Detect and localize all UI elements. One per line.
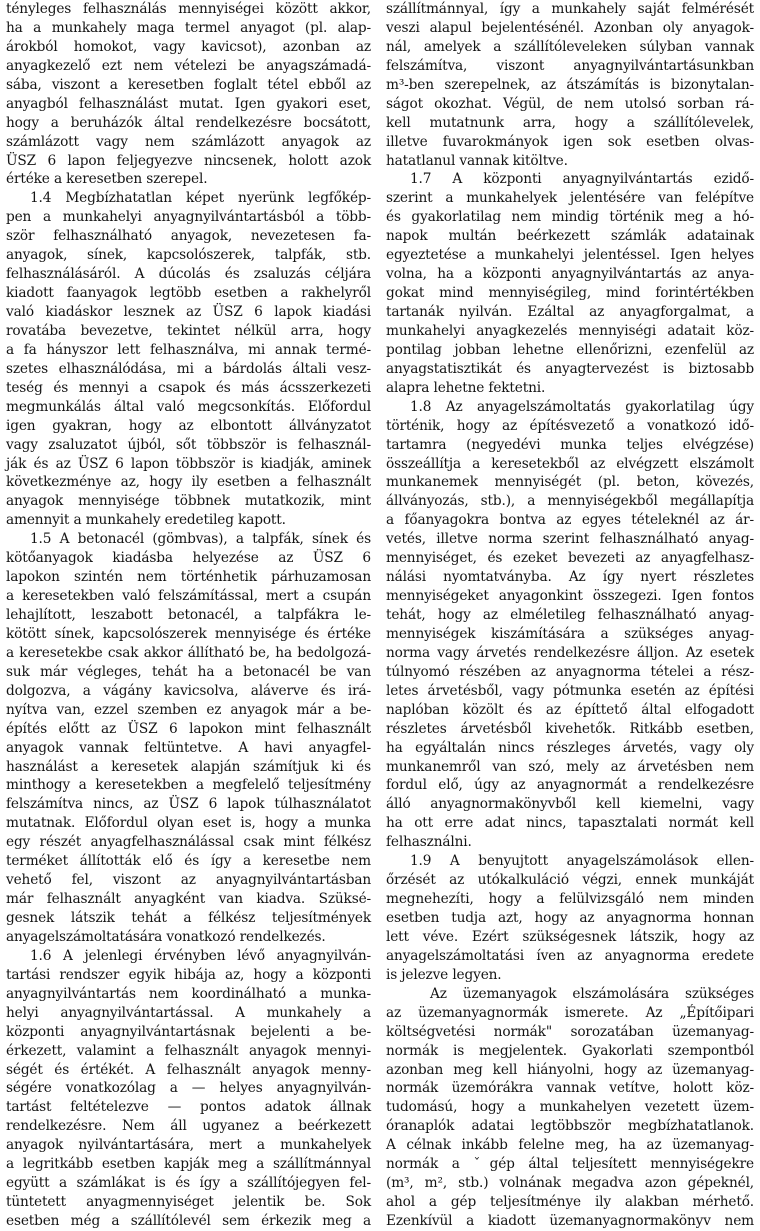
text-line: anyagstatisztikát és anyagtervezést is biztosabb [386, 360, 754, 377]
text-line: anyagok vannak feltüntetve. A havi anyagfel- [6, 739, 371, 756]
right-column [386, 0, 754, 1231]
text-line: értéke a keresetben szerepel. [6, 171, 208, 188]
text-line: mutatnak. Előfordul olyan eset is, hogy a munka [6, 815, 371, 832]
text-line: (m³, m², stb.) volnának megadva azon gépeknél, [386, 1175, 754, 1192]
text-line: a főanyagokra bontva az egyes tételeknél az ár- [386, 512, 754, 529]
text-line: munkanemek mennyiségét (pl. beton, kövezés, [386, 474, 754, 491]
text-line: megmunkálás által való megcsonkítás. Előfordul [6, 398, 371, 415]
text-line: való kiadáskor lesznek az ÜSZ 6 lapok kiadási [6, 304, 371, 320]
text-line: ször felhasználható anyagok, nevezetesen fa- [6, 228, 371, 245]
text-line: veszi alapul bejelentésénél. Azonban oly anyagok- [386, 19, 754, 36]
text-line: volna, ha a központi anyagnyilvántartás az anya- [386, 266, 754, 283]
text-line: 1.5 A betonacél (gömbvas), a talpfák, sínek és [30, 531, 371, 548]
text-line: vagy zsaluzatot újból, sőt többször is felhasznál- [6, 436, 371, 453]
text-line: dolgozva, a vágány kavicsolva, aláverve és irá- [6, 682, 371, 699]
text-line: nálási nyomtatványba. Az így nyert részletes [386, 569, 754, 586]
text-line: árokból homokot, vagy kavicsot), azonban az [6, 38, 371, 55]
text-line: amennyit a munkahely eredetileg kapott. [6, 512, 286, 529]
text-line: ha a munkahely maga termel anyagot (pl. alap- [6, 19, 371, 36]
text-line: ségére vonatkozólag a — helyes anyagnyilván- [6, 1080, 371, 1097]
text-line: mennyiségek kiszámítására a szükséges anyag- [386, 625, 754, 642]
text-line: napok multán beérkezett számlák adatainak [386, 228, 754, 245]
text-line: a keresetekben való felszámítással, mert a csupán [6, 588, 371, 605]
text-line: mennyiséget, és ezeket bevezeti az anyagfelhasz- [386, 550, 754, 567]
text-line: normák a ˇgép által teljesített mennyiségekre [386, 1156, 754, 1173]
text-line: tartanák nyilván. Ezáltal az anyagforgalmat, a [386, 304, 754, 320]
text-line: is jelezve legyen. [386, 966, 502, 983]
text-line: m³-ben szerepelnek, az átszámítás is bizonytalan- [386, 76, 754, 93]
text-line: és gyakorlatilag nem mindig történik meg a hó- [386, 209, 754, 226]
text-line: kell mutatnunk arra, hogy a szállítólevelek, [386, 114, 754, 131]
text-line: pen a munkahelyi anyagnyilvántartásból a több- [6, 209, 371, 226]
text-line: rendelkezésre. Nem áll ugyanez a beérkezett [6, 1118, 371, 1135]
text-line: egyeztetése a munkahelyi jelentéssel. Igen helyes [386, 247, 754, 264]
text-line: nál, amelyek a szállítóleveleken súlyban vannak [386, 38, 754, 55]
text-line: letes árvetésből, vagy pótmunka esetén az építési [386, 682, 754, 699]
text-line: álló anyagnormakönyvből kell kiemelni, vagy [386, 796, 754, 813]
text-line: használást a keresetek alapján számítjuk ki és [6, 758, 371, 775]
text-line: anyagelszámoltatási íven az anyagnorma eredete [386, 947, 754, 964]
text-line: anyagelszámoltatására vonatkozó rendelkezés. [6, 928, 326, 945]
text-line: helyi anyagnyilvántartással. A munkahely a [6, 1004, 371, 1021]
text-line: nyítva van, ezzel szemben ez anyagok már a be- [6, 701, 371, 718]
text-line: gesnek látszik tehát a félkész teljesítmények [6, 910, 371, 926]
text-line: lehajlított, leszabott betonacél, a talpfákra le- [6, 607, 371, 623]
text-line: esetben még a szállítólevél sem érkezik meg a [6, 1213, 371, 1229]
text-line: lett véve. Ezért szükségesnek látszik, hogy az [386, 928, 754, 945]
text-line: kiadott faanyagok legtöbb esetben a rakhelyről [6, 285, 371, 302]
text-line: ha egyáltalán nincs részleges árvetés, vagy oly [386, 739, 754, 756]
text-line: következménye az, hogy ily esetben a felhasznált [6, 474, 371, 491]
text-line: ják és az ÜSZ 6 lapon többször is kiadják, aminek [6, 455, 371, 472]
text-line: ságot okozhat. Végül, de nem utolsó sorban rá- [386, 95, 754, 112]
text-line: anyagok nyilvántartására, mert a munkahelyek [6, 1137, 371, 1154]
text-line: lapokon szintén nem történhetik párhuzamosan [6, 569, 371, 586]
text-line: már felhasznált anyagként van kiadva. Szüksé- [6, 891, 371, 908]
text-line: felszámítva, viszont anyagnyilvántartásunkban [386, 57, 754, 74]
text-line: 1.9 A benyujtott anyagelszámolások ellen- [410, 853, 754, 870]
text-line: Ezenkívül a kiadott üzemanyagnormakönyv nem [386, 1213, 754, 1229]
text-line: vetés, illetve norma szerint felhasználható anyag- [386, 531, 754, 548]
text-line: tényleges felhasználás mennyiségei között akkor, [6, 1, 371, 17]
text-line: teség és mennyi a csapok és más ácsszerkezeti [6, 379, 371, 396]
text-line: számlázott vagy nem számlázott anyagok az [6, 133, 371, 150]
text-line: anyagkezelő ezt nem vételezi be anyagszámadá- [6, 57, 371, 74]
text-line: tartást feltételezve — pontos adatok állnak [6, 1099, 371, 1116]
text-line: A célnak inkább felelne meg, ha az üzemanyag- [386, 1137, 754, 1154]
text-line: anyagnyilvántartás nem koordinálható a munka- [6, 985, 371, 1002]
text-line: kötött sínek, kapcsolószerek mennyisége és értéke [6, 625, 371, 642]
text-line: esetben tudja azt, hogy az anyagnorma honnan [386, 910, 754, 926]
left-column [6, 0, 371, 1231]
text-line: felhasználni. [386, 834, 472, 851]
text-line: fordul elő, úgy az anyagnormát a rendelkezésre [386, 777, 754, 794]
text-line: tehát, hogy az elméletileg felhasználható anyag- [386, 607, 754, 623]
text-line: anyagból felhasználást mutat. Igen gyakori eset, [6, 95, 371, 112]
text-line: vehető fel, viszont az anyagnyilvántartásban [6, 872, 371, 889]
text-line: naplóban közölt és az építtető által elfogadott [386, 701, 754, 718]
text-line: kötőanyagok kiadásba helyezése az ÜSZ 6 [6, 550, 371, 567]
text-line: 1.6 A jelenlegi érvényben lévő anyagnyilván- [30, 947, 371, 964]
text-line: normák is megjelentek. Gyakorlati szempontból [386, 1042, 754, 1059]
text-line: ha ott erre adat nincs, tapasztalati normát kell [386, 815, 754, 832]
text-line: építés előtt az ÜSZ 6 lapokon mint felhasznált [6, 720, 371, 737]
text-line: anyagok mennyisége többnek mutatkozik, mint [6, 493, 371, 510]
text-line: 1.4 Megbízhatatlan képet nyerünk legfőkép- [30, 190, 371, 207]
text-line: terméket állították elő és így a keresetbe nem [6, 853, 371, 870]
text-line: együtt a számlákat is és így a szállítójegyen fel- [6, 1175, 371, 1192]
text-line: az üzemanyagnormák ismerete. Az „Építőipari [386, 1004, 754, 1021]
text-line: munkanemről van szó, mely az árvetésben nem [386, 758, 754, 775]
text-line: szerint a munkahelyek jelentésére van felépítve [386, 190, 754, 207]
text-line: mennyiségeket anyagonkint összegezi. Igen fontos [386, 588, 754, 605]
text-line: munkahelyi anyagkezelés mennyiségi adatait köz- [386, 322, 754, 339]
text-line: suk már végleges, tehát ha a betonacél be van [6, 663, 371, 680]
text-line: tartási rendszer egyik hibája az, hogy a központi [6, 966, 371, 983]
text-line: őrzését az utókalkuláció végzi, ennek munkáját [386, 872, 754, 889]
text-line: pontilag jobban lehetne ellenőrizni, ezenfelül az [386, 341, 754, 358]
text-line: tüntetett anyagmennyiséget jelentik be. Sok [6, 1194, 371, 1211]
text-line: minthogy a keresetekben a megfelelő teljesítmény [6, 777, 371, 794]
text-line: normák üzemórákra vannak vetítve, holott köz- [386, 1080, 754, 1097]
text-line: megnehezíti, hogy a felülvizsgáló nem minden [386, 891, 754, 908]
text-line: sába, viszont a keresetben foglalt tétel ebből az [6, 76, 371, 93]
text-line: azonban meg kell hiányolni, hogy az üzemanyag- [386, 1061, 754, 1078]
text-line: érkezett, valamint a felhasznált anyagok mennyi- [6, 1042, 371, 1059]
text-line: központi anyagnyilvántartásnak bejelenti a be- [6, 1023, 371, 1040]
text-line: 1.8 Az anyagelszámoltatás gyakorlatilag úgy [410, 398, 754, 415]
text-line: tudomású, hogy a munkahelyen vezetett üzem- [386, 1099, 754, 1116]
text-line: összeállítja a keresetekből az elvégzett elszámolt [386, 455, 754, 472]
text-line: gokat mind mennyiségileg, mind forintértékben [386, 285, 754, 302]
text-line: igen gyakran, hogy az elbontott állványzatot [6, 417, 371, 434]
text-line: norma vagy árvetés rendelkezésre álljon. Az esetek [386, 644, 754, 661]
text-line: szetes elhasználódása, mi a bárdolás általi vesz- [6, 360, 371, 377]
text-line: a fa hányszor lett felhasználva, mi annak termé- [6, 341, 371, 358]
text-line: részletes árvetésből kivehetők. Ritkább esetben, [386, 720, 754, 737]
text-line: tartamra (negyedévi munka teljes elvégzése) [386, 436, 754, 453]
text-line: egy részét anyagfelhasználással csak mint félkész [6, 834, 371, 851]
text-line: történik, hogy az építésvezető a vonatkozó idő- [386, 417, 754, 434]
text-line: óranaplók adatai legtöbbször megbízhatatlanok. [386, 1118, 754, 1135]
text-line: állványozás, stb.), a mennyiségekből megállapítja [386, 493, 754, 510]
text-line: illetve fuvarokmányok igen sok esetben olvas- [386, 133, 754, 150]
text-line: 1.7 A központi anyagnyilvántartás ezidő- [410, 171, 754, 188]
text-line: a keresetekbe csak akkor állítható be, ha bedolgozá- [6, 644, 371, 661]
text-line: ÜSZ 6 lapon feljegyezve nincsenek, holott azok [6, 152, 371, 169]
text-line: felszámítva nincs, az ÜSZ 6 lapok túlhasználatot [6, 796, 371, 813]
text-line: anyagok, sínek, kapcsolószerek, talpfák, stb. [6, 247, 371, 264]
text-line: ségét és értékét. A felhasznált anyagok menny- [6, 1061, 371, 1078]
text-line: szállítmánnyal, így a munkahely saját felmérését [386, 1, 754, 17]
text-line: Az üzemanyagok elszámolására szükséges [430, 985, 754, 1002]
text-line: hatatlanul vannak kitöltve. [386, 152, 568, 169]
text-line: költségvetési normák" sorozatában üzemanyag- [386, 1023, 754, 1040]
text-line: alapra lehetne fektetni. [386, 379, 546, 396]
text-line: a legritkább esetben kapják meg a szállítmánnyal [6, 1156, 371, 1173]
text-line: rovatába bevezetve, tekintet nélkül arra, hogy [6, 322, 371, 339]
text-line: felhasználásáról. A dúcolás és zsaluzás céljára [6, 266, 371, 283]
text-line: ahol a gép teljesítménye ily alakban mérhető. [386, 1194, 754, 1211]
text-line: hogy a beruházók által rendelkezésre bocsátott, [6, 114, 371, 131]
text-line: túlnyomó részében az anyagnorma tételei a rész- [386, 663, 754, 680]
